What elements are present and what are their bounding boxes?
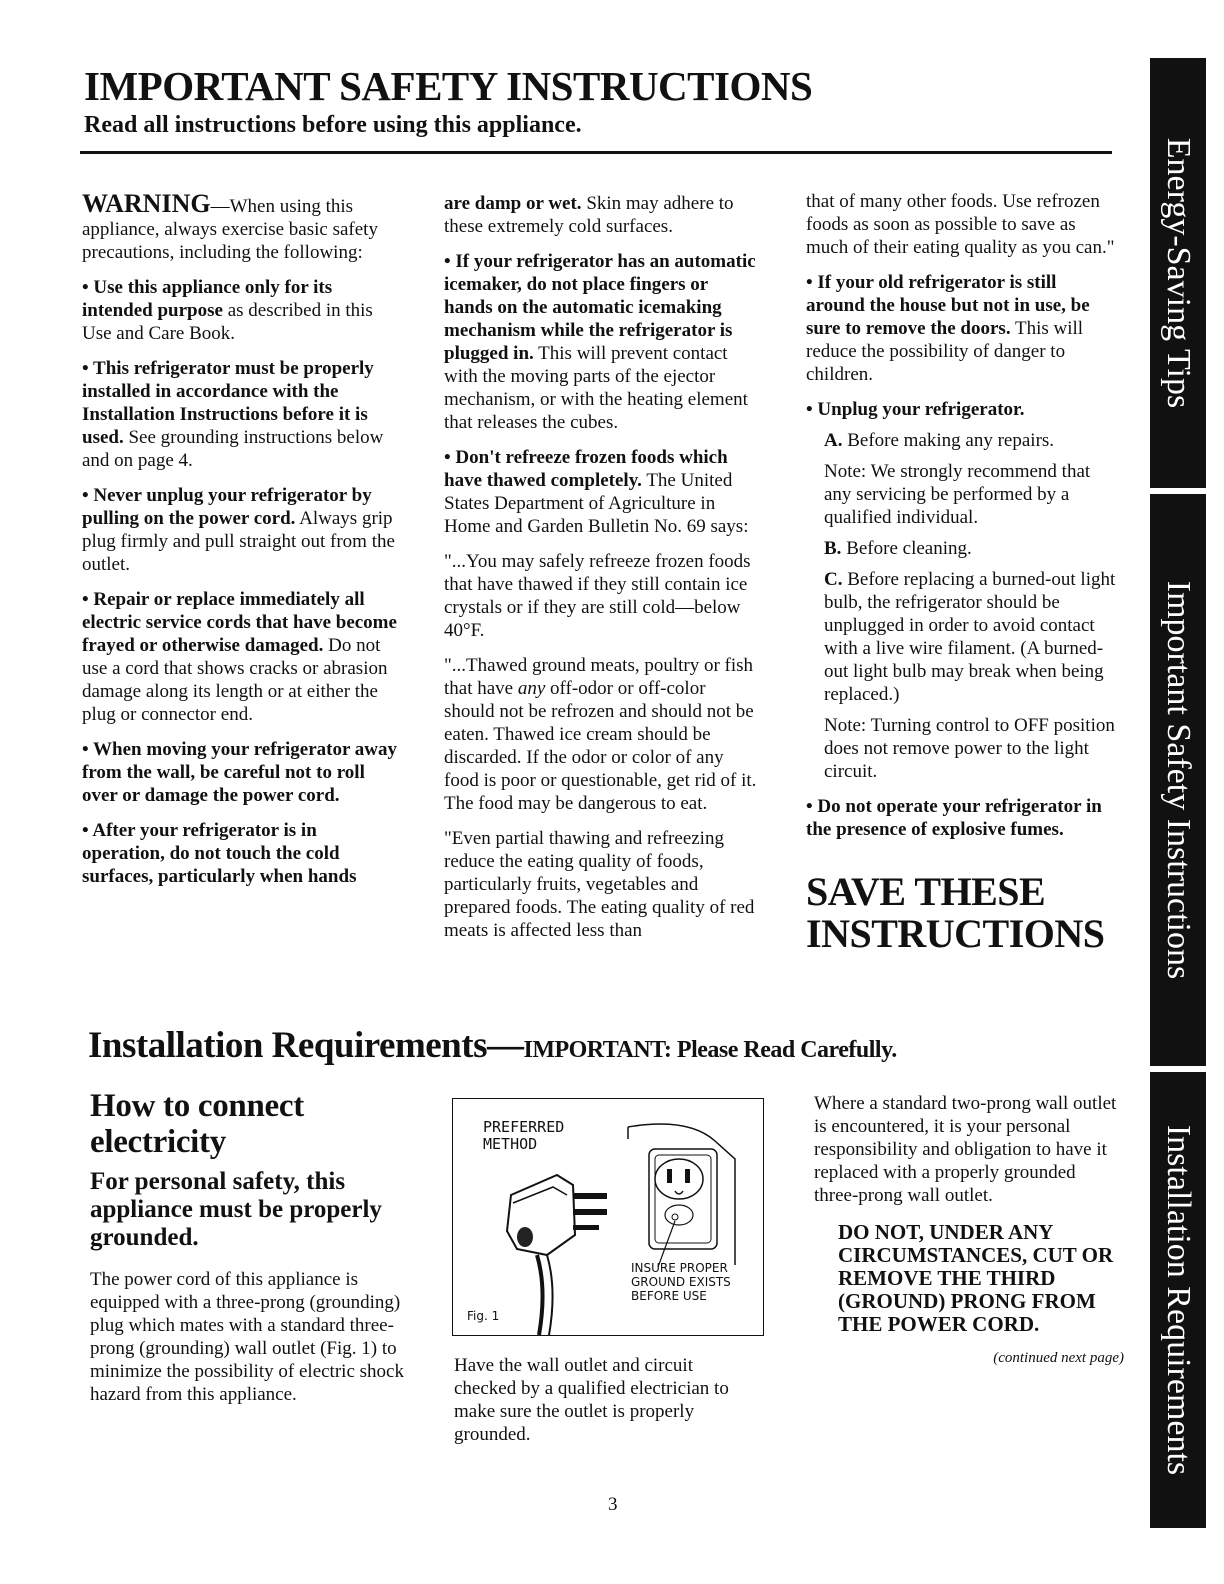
figure-caption: Have the wall outlet and circuit checked by a qualified electrician to make sure the outlet is properly grounded.	[454, 1355, 729, 1445]
warning-text: —When using this appliance, always exercise basic safety precautions, including the following:	[82, 196, 378, 263]
preferred-method-label: PREFERRED METHOD	[483, 1118, 565, 1153]
quote-paragraph: "...You may safely refreeze frozen foods that have thawed if they still contain ice crystals or if they are still cold—below 40°F.	[444, 551, 751, 641]
unplug-step-b: B. Before cleaning.	[824, 538, 972, 559]
warning-heading: WARNING	[82, 189, 211, 218]
tab-energy-saving-tips[interactable]: Energy-Saving Tips	[1160, 137, 1197, 409]
safety-item: • Use this appliance only for its intended purpose as described in this Use and Care Book.	[82, 277, 373, 344]
ground-prong-warning: DO NOT, UNDER ANY CIRCUMSTANCES, CUT OR REMOVE THE THIRD (GROUND) PRONG FROM THE POWER CORD.	[838, 1220, 1114, 1336]
safety-item: • Repair or replace immediately all electric service cords that have become frayed or otherwise damaged. Do not use a cord that shows cracks or abrasion damage along its length or at either the plug or connector end.	[82, 589, 397, 725]
quote-paragraph: "...Thawed ground meats, poultry or fish that have any off-odor or off-color should not be refrozen and should not be eaten. Thawed ice cream should be discarded. If the odor or color of any food is poor or questionable, get rid of it. The food may be dangerous to eat.	[444, 655, 757, 814]
safety-item: • After your refrigerator is in operation, do not touch the cold surfaces, particularly when hands	[82, 820, 357, 887]
section-tab-bar	[1150, 58, 1206, 1528]
quote-paragraph: "Even partial thawing and refreezing reduce the eating quality of foods, particularly fruits, vegetables and prepared foods. The eating quality of red meats is affected less than	[444, 828, 755, 941]
continued-bold: are damp or wet.	[444, 193, 582, 214]
safety-item-old-refrigerator: • If your old refrigerator is still around the house but not in use, be sure to remove the doors. This will reduce the possibility of danger to children.	[806, 272, 1090, 385]
figure-1	[452, 1098, 764, 1336]
install-column-3	[814, 1092, 1124, 1367]
figure-label: Fig. 1	[467, 1309, 500, 1323]
page-subtitle: Read all instructions before using this appliance.	[84, 112, 582, 138]
tab-installation-requirements[interactable]: Installation Requirements	[1160, 1124, 1197, 1476]
continued-note: (continued next page)	[993, 1350, 1124, 1366]
safety-item-refreeze: • Don't refreeze frozen foods which have thawed completely. The United States Department of Agriculture in Home and Garden Bulletin No. 69 says:	[444, 447, 749, 537]
continued-text: that of many other foods. Use refrozen foods as soon as possible to save as much of their eating quality as you can."	[806, 191, 1115, 258]
grounding-heading: For personal safety, this appliance must be properly grounded.	[90, 1168, 382, 1251]
safety-column-1	[82, 189, 400, 900]
tab-important-safety-instructions[interactable]: Important Safety Instructions	[1160, 580, 1197, 980]
install-column-1	[90, 1088, 406, 1406]
safety-item-icemaker: • If your refrigerator has an automatic icemaker, do not place fingers or hands on the automatic icemaking mechanism while the refrigerator is plugged in. This will prevent contact with the moving parts of the ejector mechanism, or with the heating element that releases the cubes.	[444, 251, 756, 433]
note-paragraph: Note: We strongly recommend that any servicing be performed by a qualified individual.	[824, 461, 1091, 528]
header-rule	[80, 151, 1112, 154]
power-cord-text: The power cord of this appliance is equipped with a three-prong (grounding) plug which mates with a standard three-prong (grounding) wall outlet (Fig. 1) to minimize the possibility of electric shock hazard from this appliance.	[90, 1269, 404, 1405]
unplug-step-c: C. Before replacing a burned-out light bulb, the refrigerator should be unplugged in order to avoid contact with a live wire filament. (A burned-out light bulb may break when being replaced.)	[824, 569, 1116, 705]
insure-ground-label: INSURE PROPER GROUND EXISTS BEFORE USE	[631, 1261, 731, 1303]
continued-text: Skin may adhere to these extremely cold surfaces.	[444, 193, 734, 237]
installation-heading: Installation Requirements—IMPORTANT: Please Read Carefully.	[88, 1025, 897, 1066]
safety-item-fumes: • Do not operate your refrigerator in the presence of explosive fumes.	[806, 796, 1102, 840]
note-paragraph: Note: Turning control to OFF position does not remove power to the light circuit.	[824, 715, 1115, 782]
safety-item-unplug: • Unplug your refrigerator.	[806, 399, 1025, 420]
save-instructions-heading: SAVE THESE INSTRUCTIONS	[806, 869, 1105, 956]
safety-column-3	[806, 190, 1118, 955]
page-number: 3	[608, 1494, 618, 1515]
two-prong-text: Where a standard two-prong wall outlet is encountered, it is your personal responsibility and obligation to have it replaced with a properly grounded three-prong wall outlet.	[814, 1093, 1117, 1206]
safety-item: • This refrigerator must be properly installed in accordance with the Installation Instructions before it is used. See grounding instructions below and on page 4.	[82, 358, 384, 471]
unplug-step-a: A. Before making any repairs.	[824, 430, 1055, 451]
safety-item: • Never unplug your refrigerator by pulling on the power cord. Always grip plug firmly and pull straight out from the outlet.	[82, 485, 395, 575]
safety-column-2	[444, 192, 758, 954]
connect-heading: How to connect electricity	[90, 1088, 304, 1160]
safety-item: • When moving your refrigerator away from the wall, be careful not to roll over or damage the power cord.	[82, 739, 398, 806]
page-title: IMPORTANT SAFETY INSTRUCTIONS	[84, 63, 813, 109]
